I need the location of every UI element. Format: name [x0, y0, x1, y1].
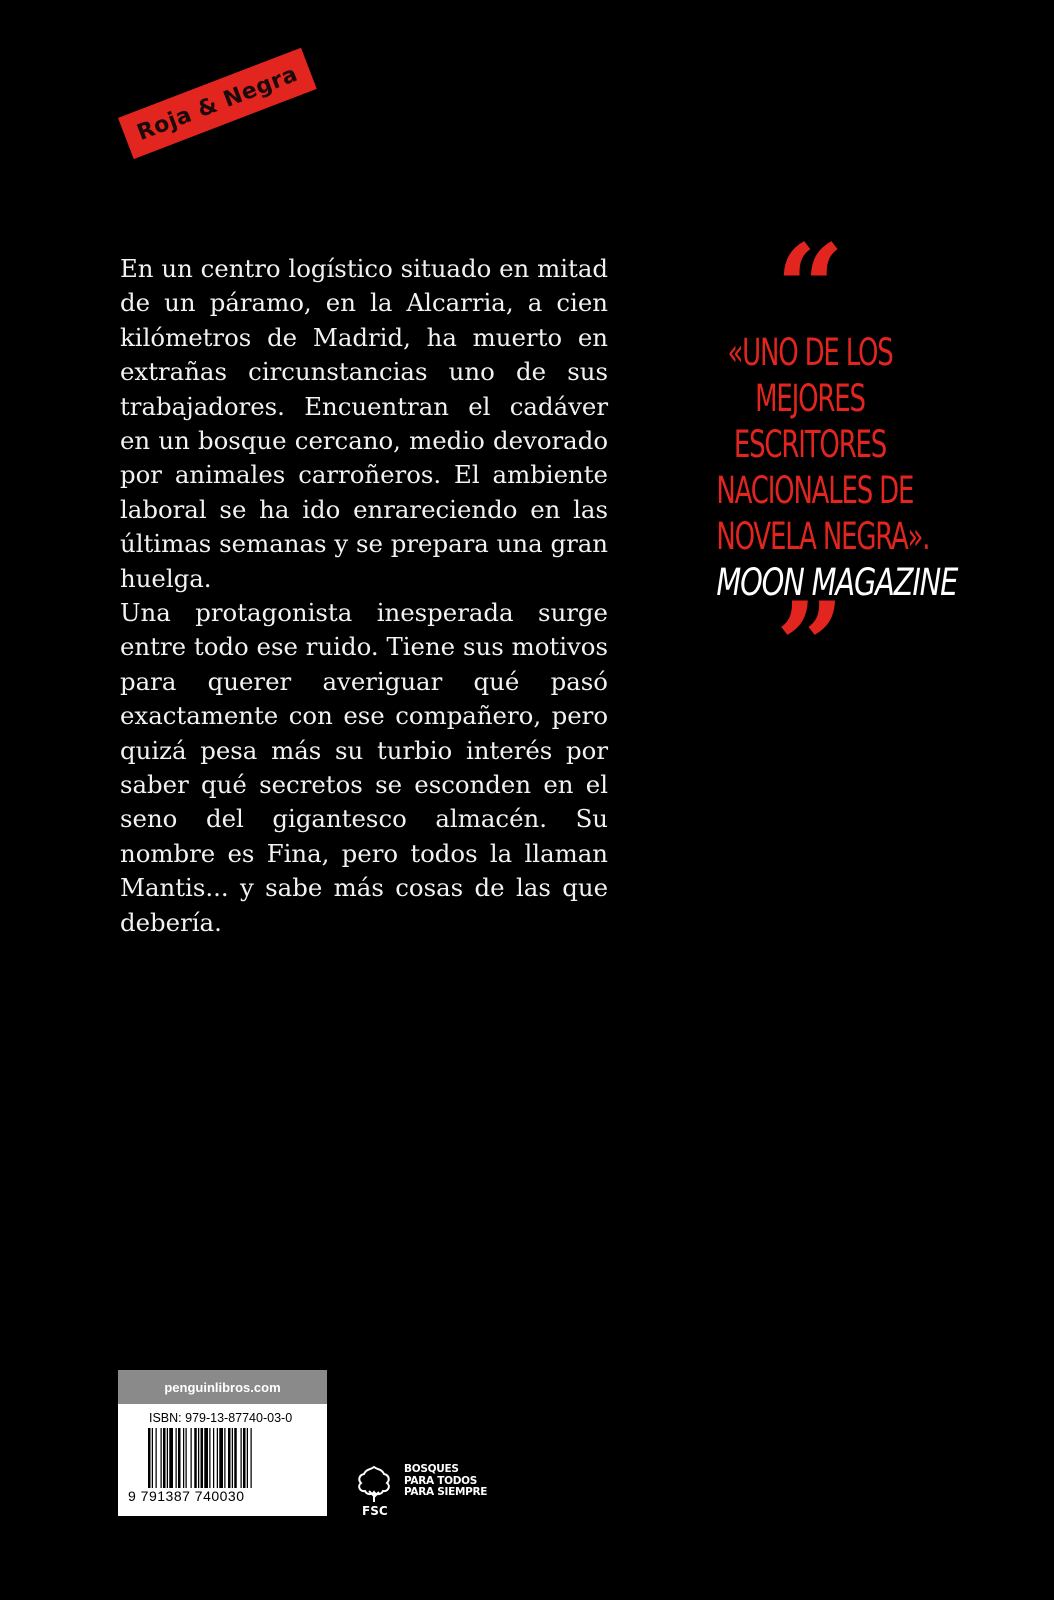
blurb-paragraph-1: En un centro logístico situado en mitad de un páramo, en la Alcarria, a cien kilómetros de Madrid, ha muerto en extrañas circunstancias uno de sus trabajadores. Encuentran el cadáver en un bosque cercano, medio devorado por animales carroñeros. El ambiente laboral se ha ido enrareciendo en las últimas semanas y se prepara una gran huelga.: [120, 254, 608, 593]
isbn-label: ISBN: 979-13-87740-03-0: [149, 1411, 293, 1425]
fsc-slogan-line: PARA TODOS: [404, 1474, 478, 1487]
publisher-website: penguinlibros.com: [118, 1370, 327, 1404]
quote-source: MOON MAGAZINE: [716, 561, 958, 604]
barcode-panel: [118, 1370, 327, 1516]
blurb-paragraph-2: Una protagonista inesperada surge entre todo ese ruido. Tiene sus motivos para querer averiguar qué pasó exactamente con ese compañero, pero quizá pesa más su turbio interés por saber qué secretos se esconden en el seno del gigantesco almacén. Su nombre es Fina, pero todos la llaman Mantis... y sabe más cosas de las que debería.: [120, 598, 608, 937]
collection-label: Roja & Negra: [133, 61, 302, 146]
open-quote-mark: “: [775, 218, 845, 359]
press-quote: [690, 218, 958, 717]
quote-line: «UNO DE LOS: [727, 331, 893, 374]
quote-line: NACIONALES DE: [716, 469, 914, 512]
collection-ribbon: [118, 48, 317, 159]
quote-line: ESCRITORES: [733, 423, 887, 466]
quote-line: NOVELA NEGRA».: [716, 515, 930, 558]
fsc-tree-icon: [352, 1464, 396, 1504]
barcode-icon: [148, 1428, 306, 1488]
barcode-number: 9 791387 740030: [128, 1488, 245, 1504]
fsc-slogan-line: BOSQUES: [404, 1463, 459, 1475]
close-quote-mark: ”: [775, 576, 845, 717]
fsc-logo: [352, 1464, 502, 1520]
fsc-slogan: [404, 1464, 487, 1499]
fsc-label: FSC: [362, 1504, 388, 1518]
quote-line: MEJORES: [755, 377, 865, 420]
fsc-slogan-line: PARA SIEMPRE: [404, 1486, 488, 1498]
